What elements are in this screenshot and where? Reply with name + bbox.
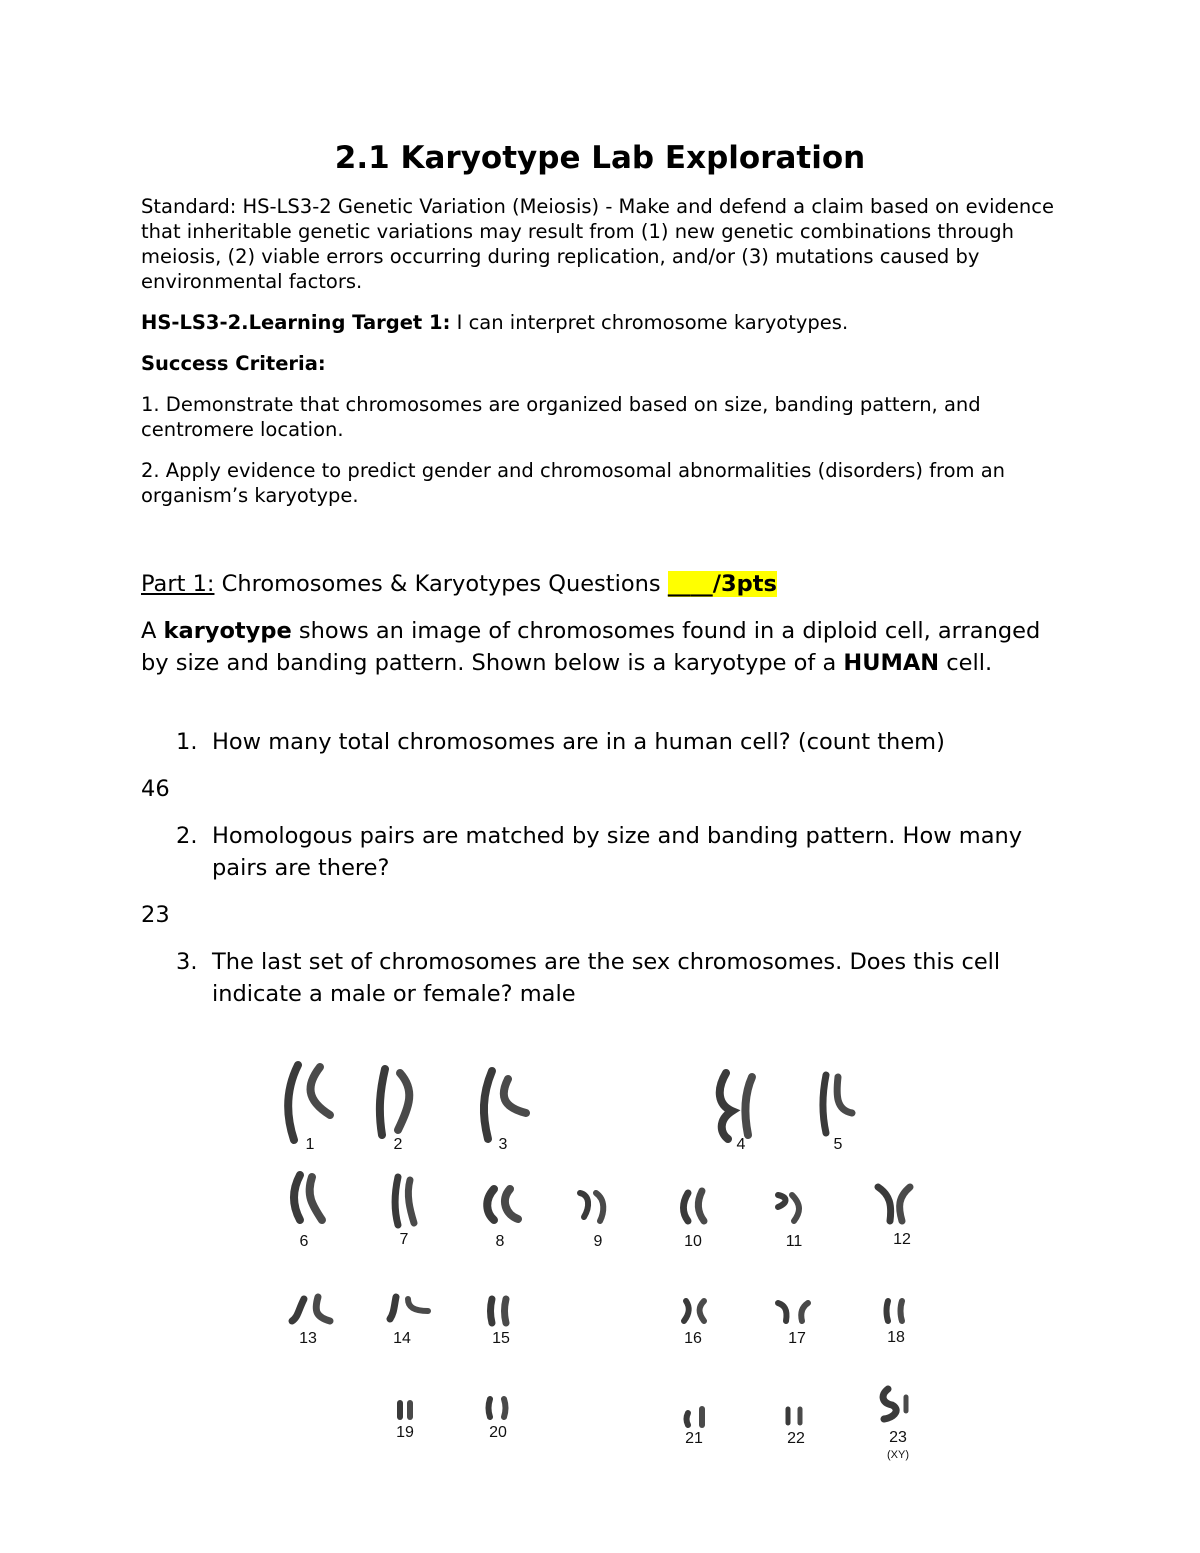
- chromosome-pair-5: [823, 1075, 852, 1133]
- part1-heading: [141, 568, 1051, 600]
- chromosome-label-13: 13: [299, 1330, 317, 1347]
- chromosome-label-4: 4: [736, 1136, 746, 1153]
- chromosome-pair-20: [489, 1399, 506, 1417]
- chromosome-label-7: 7: [399, 1231, 409, 1248]
- chromosome-pair-16: [684, 1301, 704, 1321]
- answer-2: 23: [141, 902, 170, 928]
- answer-1: 46: [141, 776, 170, 802]
- chromosome-pair-13: [292, 1297, 330, 1321]
- chromosome-pair-2: [380, 1069, 409, 1135]
- question-3-text: The last set of chromosomes are the sex chromosomes. Does this cell indicate a male or female? male: [212, 949, 1001, 1007]
- standard-text: Standard: HS-LS3-2 Genetic Variation (Meiosis) - Make and defend a claim based on evidence that inheritable genetic variations may result from (1) new genetic combinations through meiosis, (2) viable errors occurring during replication, and/or (3) mutations caused by environmental factors.: [141, 195, 1054, 293]
- chromosome-label-18: 18: [887, 1329, 905, 1346]
- learning-target-label: HS-LS3-2.Learning Target 1:: [141, 311, 451, 334]
- chromosome-pair-19: [400, 1403, 410, 1417]
- karyotype-image: [270, 1055, 930, 1465]
- question-2: [141, 820, 1051, 884]
- chromosome-label-23: 23: [889, 1429, 907, 1446]
- chromosome-label-5: 5: [833, 1136, 843, 1153]
- chromosome-label-2: 2: [393, 1136, 403, 1153]
- intro-a: A: [141, 618, 164, 644]
- success-criterion-2: 2. Apply evidence to predict gender and chromosomal abnormalities (disorders) from an organism’s karyotype.: [141, 459, 1006, 507]
- chromosome-pair-10: [684, 1191, 705, 1221]
- question-2-text: Homologous pairs are matched by size and banding pattern. How many pairs are there?: [212, 823, 1023, 881]
- part1-label: Part 1:: [141, 571, 215, 597]
- chromosome-pair-4: [720, 1073, 752, 1139]
- chromosome-label-14: 14: [393, 1330, 411, 1347]
- intro-karyotype: karyotype: [163, 618, 292, 644]
- chromosome-pair-14: [390, 1297, 428, 1319]
- question-3: [141, 946, 1051, 1010]
- chromosome-pair-22: [788, 1409, 800, 1423]
- intro-human: HUMAN: [843, 650, 940, 676]
- chromosome-label-1: 1: [305, 1136, 315, 1153]
- chromosome-label-15: 15: [492, 1330, 510, 1347]
- chromosome-pair-21: [687, 1409, 703, 1425]
- question-1-number: 1.: [176, 729, 198, 755]
- question-2-number: 2.: [176, 823, 198, 849]
- chromosome-pair-3: [484, 1071, 526, 1139]
- sex-chromosome-label: (XY): [887, 1449, 909, 1461]
- chromosome-label-20: 20: [489, 1424, 507, 1441]
- chromosome-label-12: 12: [893, 1231, 911, 1248]
- chromosome-label-3: 3: [498, 1136, 508, 1153]
- question-3-number: 3.: [176, 949, 198, 975]
- chromosome-pair-7: [395, 1177, 414, 1225]
- page-title: 2.1 Karyotype Lab Exploration: [334, 140, 866, 176]
- chromosome-label-6: 6: [299, 1233, 309, 1250]
- chromosome-pair-9: [580, 1193, 603, 1221]
- question-1-text: How many total chromosomes are in a human cell? (count them): [212, 729, 945, 755]
- chromosome-label-19: 19: [396, 1424, 414, 1441]
- chromosome-pair-8: [487, 1189, 518, 1220]
- chromosome-label-22: 22: [787, 1430, 805, 1447]
- success-criteria-heading: Success Criteria:: [141, 352, 326, 375]
- chromosome-label-17: 17: [788, 1330, 806, 1347]
- part1-title: Chromosomes & Karyotypes Questions: [214, 571, 668, 597]
- learning-target-text: I can interpret chromosome karyotypes.: [450, 311, 849, 334]
- learning-target: [141, 310, 1066, 335]
- chromosome-label-9: 9: [593, 1233, 603, 1250]
- intro-paragraph: [141, 615, 1051, 679]
- chromosome-label-16: 16: [684, 1330, 702, 1347]
- intro-text1: shows an image of chromosomes found in a diploid cell, arranged by size and banding pattern. Shown below is a karyotype of a: [141, 618, 1041, 676]
- karyotype-labels: [299, 1136, 911, 1447]
- part1-points: ____/3pts: [667, 571, 777, 597]
- chromosome-label-21: 21: [685, 1430, 703, 1447]
- chromosome-pair-12: [878, 1187, 910, 1221]
- chromosome-pair-23: [883, 1389, 906, 1419]
- chromosome-label-8: 8: [495, 1233, 505, 1250]
- success-criterion-1: 1. Demonstrate that chromosomes are organized based on size, banding pattern, and centromere location.: [141, 393, 981, 441]
- chromosome-pair-17: [778, 1303, 808, 1321]
- question-1: [141, 726, 1051, 758]
- intro-text2: cell.: [939, 650, 993, 676]
- chromosome-pair-11: [778, 1195, 799, 1221]
- chromosome-label-11: 11: [785, 1233, 803, 1250]
- chromosome-label-10: 10: [684, 1233, 702, 1250]
- chromosome-pair-15: [491, 1299, 507, 1323]
- chromosome-pair-1: [288, 1065, 330, 1140]
- chromosome-pair-18: [887, 1301, 903, 1321]
- chromosome-pair-6: [294, 1175, 322, 1220]
